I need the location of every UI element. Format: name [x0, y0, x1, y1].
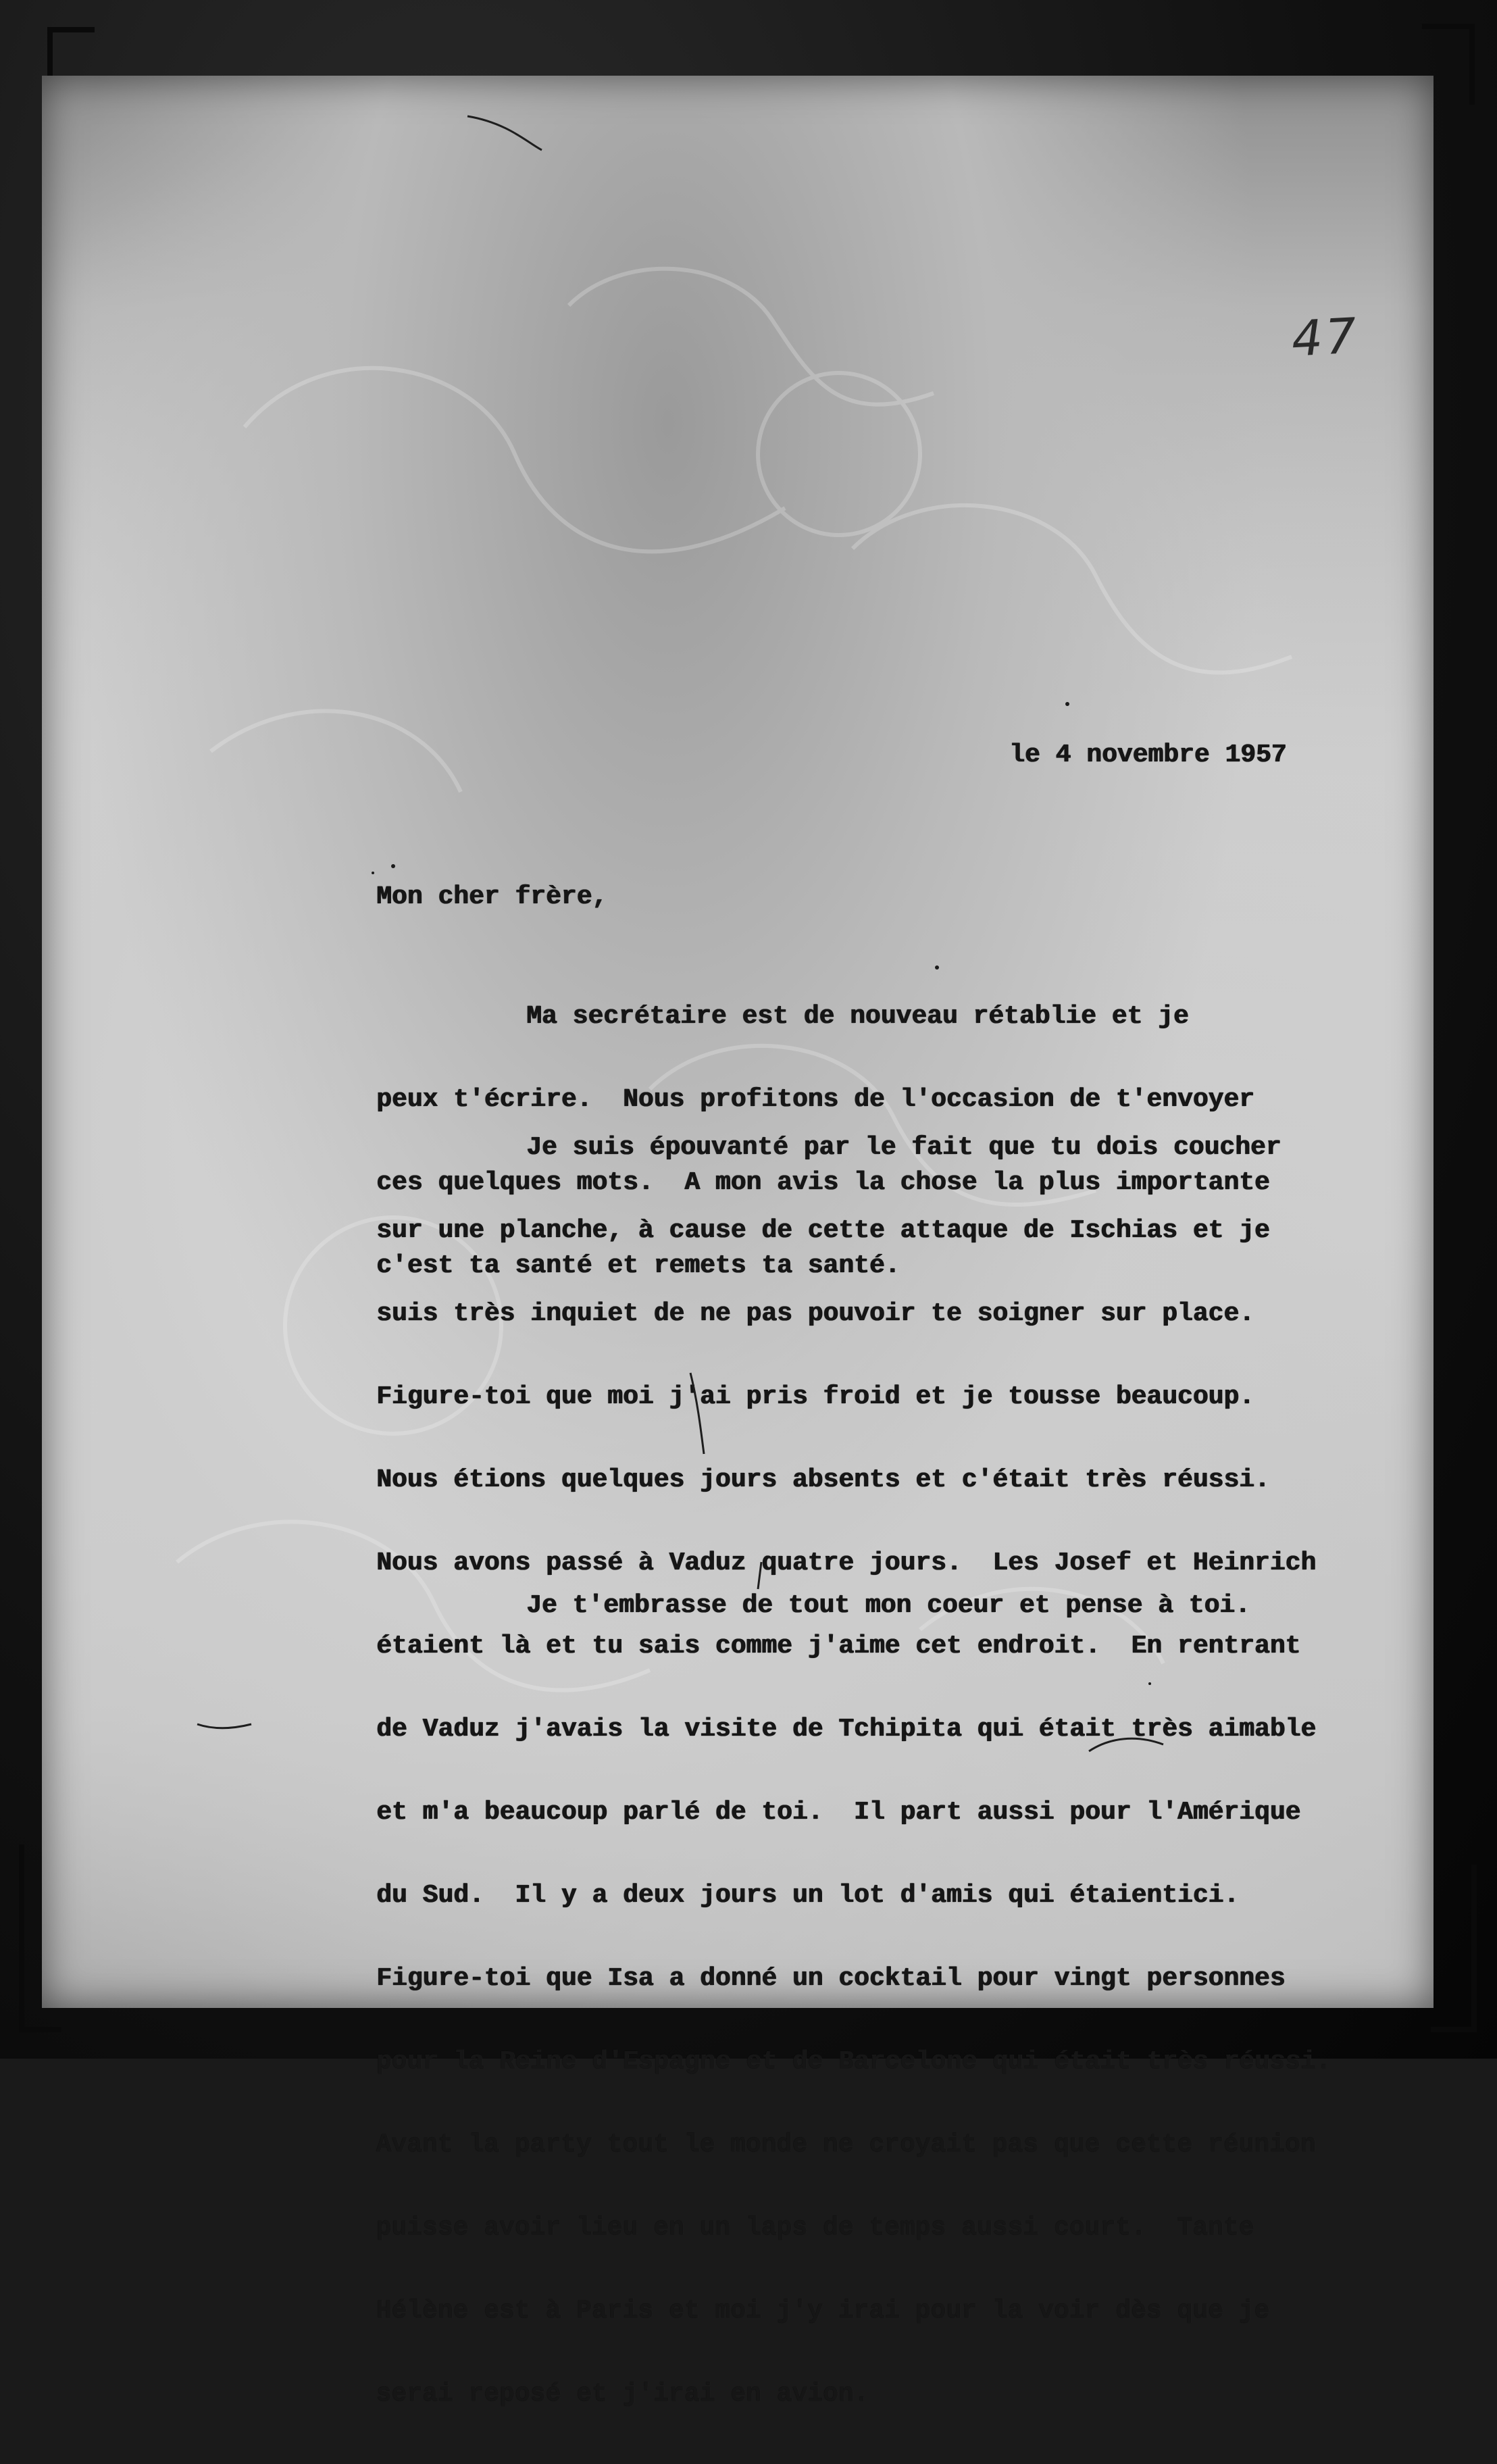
text-line: pour la Reine d'Espagne et de Barcelone qui était très réussi.: [376, 2047, 1331, 2076]
text-line: étaient là et tu sais comme j'aime cet endroit. En rentrant: [376, 1632, 1301, 1661]
text-line: Ma secrétaire est de nouveau rétablie et je: [526, 1002, 1189, 1031]
text-line: Je suis épouvanté par le fait que tu dois coucher: [526, 1133, 1282, 1162]
text-line: ces quelques mots. A mon avis la chose la plus importante: [376, 1168, 1270, 1197]
text-line: suis très inquiet de ne pas pouvoir te soigner sur place.: [376, 1299, 1254, 1328]
page-number-handwritten: 47: [1290, 307, 1361, 368]
text-line: sur une planche, à cause de cette attaque de Ischias et je: [376, 1216, 1270, 1245]
text-line: Figure-toi que moi j'ai pris froid et je tousse beaucoup.: [376, 1382, 1254, 1411]
text-line: peux t'écrire. Nous profitons de l'occasion de t'envoyer: [376, 1085, 1254, 1114]
text-line: Figure-toi que Isa a donné un cocktail pour vingt personnes: [376, 1964, 1286, 1993]
letter-date: le 4 novembre 1957: [1009, 740, 1287, 770]
text-line: Avant la party tout le monde ne croyait pas que cette réunion: [376, 2130, 1317, 2159]
text-line: Nous étions quelques jours absents et c'était très réussi.: [376, 1465, 1270, 1494]
letter-page: [42, 76, 1433, 2409]
text-line: et m'a beaucoup parlé de toi. Il part aussi pour l'Amérique: [376, 1798, 1301, 1827]
text-line: Je t'embrasse de tout mon coeur et pense à toi.: [526, 1591, 1250, 1620]
scan-artifacts: [42, 76, 1433, 2008]
text-line: puisse avoir lieu en un laps de temps aussi court. Tante: [376, 2213, 1254, 2242]
text-line: serai reposé et j'irai en avion.: [376, 2380, 869, 2409]
folder-corner-bottom-right: [1431, 1865, 1477, 2032]
text-line: Hélène est à Paris et moi j'y irai pour la voir dès que je: [376, 2296, 1270, 2325]
text-line: Nous avons passé à Vaduz quatre jours. Les Josef et Heinrich: [376, 1549, 1317, 1578]
letter-salutation: Mon cher frère,: [376, 882, 608, 911]
text-line: du Sud. Il y a deux jours un lot d'amis qui étaientici.: [376, 1881, 1240, 1910]
text-line: c'est ta santé et remets ta santé.: [376, 1251, 900, 1280]
text-line: de Vaduz j'avais la visite de Tchipita qui était très aimable: [376, 1715, 1317, 1744]
